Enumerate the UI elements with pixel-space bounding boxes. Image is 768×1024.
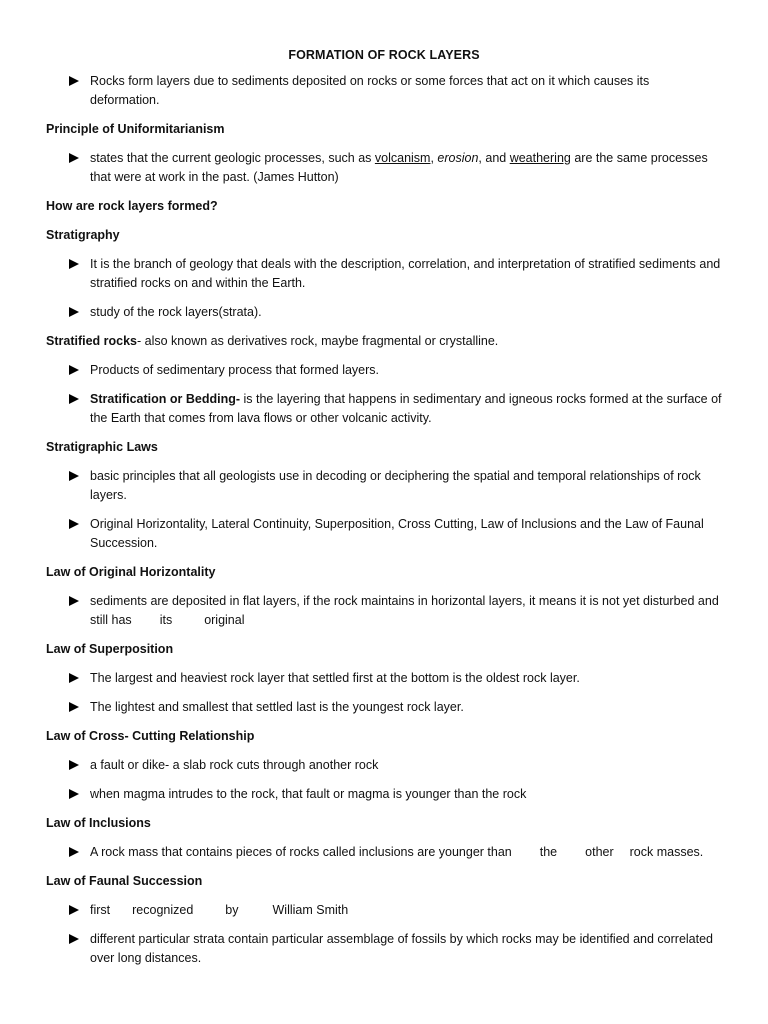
list-item [46,361,722,380]
bullet-word: the [539,845,558,859]
triangle-bullet-icon [69,673,79,683]
list-item [46,515,722,553]
list-item [46,303,722,322]
inclusions-list [46,843,722,862]
stratified-list [46,361,722,428]
bullet-text: Products of sedimentary process that formed layers. [90,363,380,377]
weathering-term: weathering [509,151,571,165]
bullet-text: study of the rock layers(strata). [90,305,262,319]
list-item [46,669,722,688]
section-heading-superposition: Law of Superposition [46,642,174,656]
bullet-text: The largest and heaviest rock layer that settled first at the bottom is the oldest rock layer. [90,671,580,685]
bullet-text-part: , [430,151,438,165]
bullet-text: a fault or dike- a slab rock cuts through another rock [90,758,379,772]
triangle-bullet-icon [69,307,79,317]
bullet-word: William Smith [272,903,349,917]
bullet-word: recognized [132,903,194,917]
stratified-rocks-label: Stratified rocks [46,334,138,348]
section-heading-inclusions: Law of Inclusions [46,816,151,830]
list-item [46,149,722,187]
bullet-text: basic principles that all geologists use in decoding or deciphering the spatial and temporal relationships of rock layers. [90,469,701,502]
triangle-bullet-icon [69,789,79,799]
laws-list [46,467,722,553]
document-title: FORMATION OF ROCK LAYERS [288,48,480,62]
bullet-text-part: are the same processes that were at work in the past. (James Hutton) [90,151,708,184]
triangle-bullet-icon [69,394,79,404]
section-heading-stratigraphy: Stratigraphy [46,228,120,242]
bullet-text: A rock mass that contains pieces of rocks called inclusions are younger than [90,845,512,859]
triangle-bullet-icon [69,934,79,944]
bullet-word: its [159,613,173,627]
bullet-word: original [204,613,245,627]
triangle-bullet-icon [69,471,79,481]
section-heading-uniformitarianism: Principle of Uniformitarianism [46,122,225,136]
section-heading-cross-cutting: Law of Cross- Cutting Relationship [46,729,255,743]
bullet-word: first [90,903,111,917]
bullet-text: when magma intrudes to the rock, that fault or magma is younger than the rock [90,787,527,801]
bullet-text: is the layering that happens in sedimentary and igneous rocks formed at the surface of the Earth that comes from lava flows or other volcanic activity. [90,392,722,425]
intro-list [46,72,722,110]
list-item [46,390,722,428]
bullet-text: It is the branch of geology that deals with the description, correlation, and interpretation of stratified sediments and stratified rocks on and within the Earth. [90,257,721,290]
erosion-term: erosion [437,151,479,165]
cross-cutting-list [46,756,722,804]
list-item [46,756,722,775]
section-heading-original-horizontality: Law of Original Horizontality [46,565,216,579]
volcanism-term: volcanism [374,151,431,165]
section-heading-stratigraphic-laws: Stratigraphic Laws [46,440,158,454]
list-item [46,255,722,293]
bullet-text: sediments are deposited in flat layers, if the rock maintains in horizontal layers, it means it is not yet disturbed and still has [90,594,719,627]
triangle-bullet-icon [69,153,79,163]
bullet-text-part: states that the current geologic processes, such as [90,151,375,165]
bullet-text: Rocks form layers due to sediments deposited on rocks or some forces that act on it which causes its deformation. [90,74,650,107]
triangle-bullet-icon [69,760,79,770]
bullet-word: other [585,845,614,859]
superposition-list [46,669,722,717]
triangle-bullet-icon [69,596,79,606]
triangle-bullet-icon [69,702,79,712]
list-item [46,901,722,920]
bullet-text-part: , and [478,151,510,165]
stratified-rocks-text: - also known as derivatives rock, maybe fragmental or crystalline. [137,334,499,348]
list-item [46,467,722,505]
bullet-text: different particular strata contain particular assemblage of fossils by which rocks may be identified and correlated over long distances. [90,932,713,965]
list-item [46,785,722,804]
bullet-text: Original Horizontality, Lateral Continuity, Superposition, Cross Cutting, Law of Inclusions and the Law of Faunal Succession. [90,517,704,550]
list-item [46,930,722,968]
stratified-rocks-paragraph [46,332,722,351]
list-item [46,592,722,630]
horizontality-list [46,592,722,630]
stratification-label: Stratification or Bedding- [90,392,240,406]
bullet-text: The lightest and smallest that settled last is the youngest rock layer. [90,700,464,714]
triangle-bullet-icon [69,76,79,86]
bullet-word: by [225,903,239,917]
section-heading-faunal-succession: Law of Faunal Succession [46,874,203,888]
triangle-bullet-icon [69,365,79,375]
list-item [46,843,722,862]
list-item [46,698,722,717]
list-item [46,72,722,110]
bullet-word: rock masses. [629,845,704,859]
triangle-bullet-icon [69,847,79,857]
triangle-bullet-icon [69,259,79,269]
uniformitarianism-list [46,149,722,187]
faunal-list [46,901,722,968]
stratigraphy-list [46,255,722,322]
section-heading-how-formed: How are rock layers formed? [46,199,218,213]
triangle-bullet-icon [69,905,79,915]
triangle-bullet-icon [69,519,79,529]
